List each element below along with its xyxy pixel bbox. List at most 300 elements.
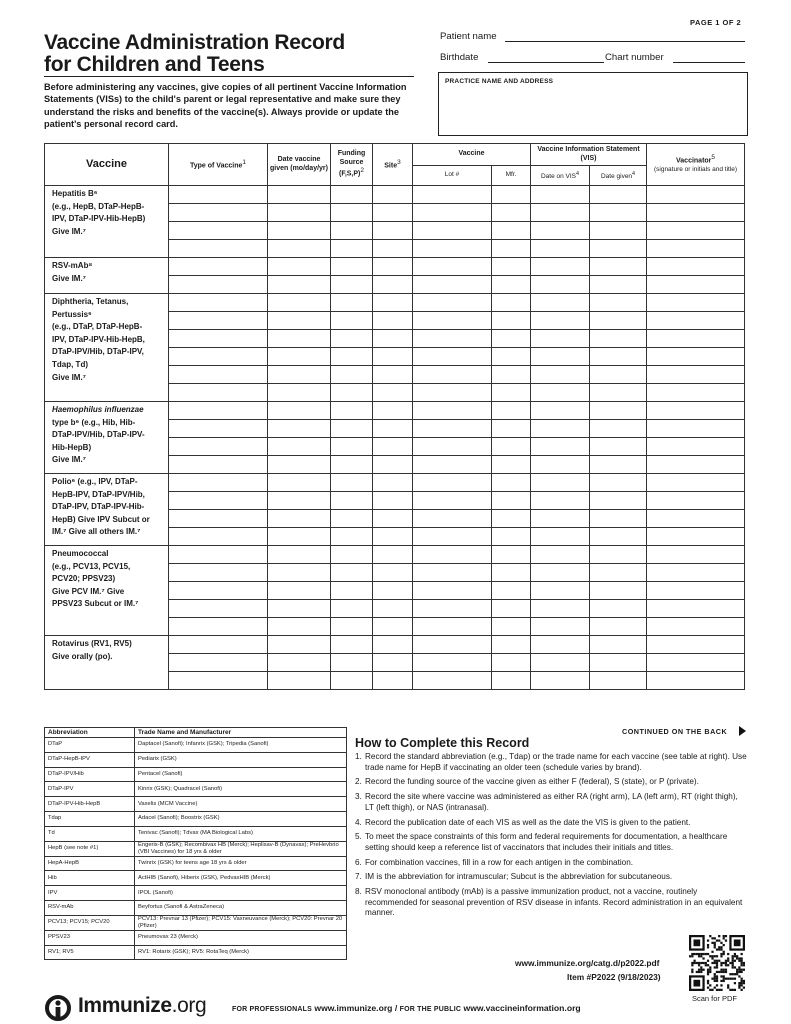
record-entry-cell[interactable] bbox=[413, 546, 492, 564]
record-entry-cell[interactable] bbox=[268, 564, 331, 582]
record-entry-cell[interactable] bbox=[373, 294, 413, 312]
record-entry-cell[interactable] bbox=[492, 276, 531, 294]
record-entry-cell[interactable] bbox=[373, 582, 413, 600]
record-entry-cell[interactable] bbox=[331, 672, 373, 690]
intro-text: Before administering any vaccines, give copies of all pertinent Vaccine Information Statements (VISs) to the child's parent or legal representative and make sure they understand the risks and benefits of the vaccine(s). Always provide or update the patient's personal record card. bbox=[44, 82, 407, 130]
record-entry-cell[interactable] bbox=[331, 618, 373, 636]
record-entry-cell[interactable] bbox=[331, 186, 373, 204]
record-entry-cell[interactable] bbox=[268, 258, 331, 276]
record-entry-cell[interactable] bbox=[531, 402, 590, 420]
record-entry-cell[interactable] bbox=[647, 294, 745, 312]
record-entry-cell[interactable] bbox=[331, 348, 373, 366]
record-entry-cell[interactable] bbox=[531, 330, 590, 348]
record-entry-cell[interactable] bbox=[531, 546, 590, 564]
howto-text: Record the site where vaccine was administered as either RA (right arm), LA (left arm), RT (right thigh), LT (left thigh), or NAS (intranasal). bbox=[365, 792, 738, 812]
practice-name-box[interactable] bbox=[438, 72, 748, 136]
record-entry-cell[interactable] bbox=[413, 420, 492, 438]
record-entry-cell[interactable] bbox=[268, 420, 331, 438]
record-entry-cell[interactable] bbox=[169, 492, 268, 510]
record-entry-cell[interactable] bbox=[590, 420, 647, 438]
abbreviation-cell: HepB (see note #1) bbox=[45, 841, 135, 856]
record-entry-cell[interactable] bbox=[492, 564, 531, 582]
record-entry-cell[interactable] bbox=[531, 492, 590, 510]
record-entry-cell[interactable] bbox=[331, 510, 373, 528]
record-entry-cell[interactable] bbox=[492, 438, 531, 456]
record-entry-cell[interactable] bbox=[373, 366, 413, 384]
record-entry-cell[interactable] bbox=[590, 618, 647, 636]
record-entry-cell[interactable] bbox=[331, 366, 373, 384]
record-entry-cell[interactable] bbox=[531, 474, 590, 492]
title-line-1: Vaccine Administration Record bbox=[44, 31, 345, 54]
record-entry-cell[interactable] bbox=[373, 204, 413, 222]
record-entry-cell[interactable] bbox=[531, 636, 590, 654]
record-entry-cell[interactable] bbox=[590, 258, 647, 276]
record-entry-cell[interactable] bbox=[590, 294, 647, 312]
record-entry-cell[interactable] bbox=[492, 258, 531, 276]
record-entry-cell[interactable] bbox=[268, 240, 331, 258]
record-entry-cell[interactable] bbox=[169, 222, 268, 240]
trade-name-cell: Tenivac (Sanofi); Tdvax (MA Biological Labs) bbox=[135, 826, 347, 841]
record-entry-cell[interactable] bbox=[413, 456, 492, 474]
record-entry-cell[interactable] bbox=[531, 420, 590, 438]
record-entry-cell[interactable] bbox=[331, 438, 373, 456]
record-entry-cell[interactable] bbox=[331, 564, 373, 582]
record-entry-cell[interactable] bbox=[590, 384, 647, 402]
record-entry-cell[interactable] bbox=[590, 636, 647, 654]
record-entry-cell[interactable] bbox=[492, 420, 531, 438]
record-entry-cell[interactable] bbox=[331, 654, 373, 672]
record-entry-cell[interactable] bbox=[169, 420, 268, 438]
howto-number: 3. bbox=[355, 792, 362, 802]
trade-header: Trade Name and Manufacturer bbox=[135, 728, 347, 738]
record-entry-cell[interactable] bbox=[647, 582, 745, 600]
record-entry-cell[interactable] bbox=[492, 312, 531, 330]
record-entry-cell[interactable] bbox=[331, 330, 373, 348]
record-entry-cell[interactable] bbox=[413, 330, 492, 348]
record-entry-cell[interactable] bbox=[413, 240, 492, 258]
record-entry-cell[interactable] bbox=[531, 348, 590, 366]
record-entry-cell[interactable] bbox=[373, 222, 413, 240]
record-entry-cell[interactable] bbox=[169, 600, 268, 618]
abbreviation-cell: DTaP-IPV bbox=[45, 782, 135, 797]
record-entry-cell[interactable] bbox=[373, 186, 413, 204]
abbr-header: Abbreviation bbox=[45, 728, 135, 738]
chart-number-field[interactable] bbox=[673, 52, 745, 63]
record-entry-cell[interactable] bbox=[268, 186, 331, 204]
record-entry-cell[interactable] bbox=[647, 636, 745, 654]
record-entry-cell[interactable] bbox=[492, 654, 531, 672]
public-link[interactable]: www.vaccineinformation.org bbox=[463, 1003, 581, 1013]
record-entry-cell[interactable] bbox=[331, 204, 373, 222]
record-entry-cell[interactable] bbox=[268, 348, 331, 366]
record-entry-cell[interactable] bbox=[169, 510, 268, 528]
record-entry-cell[interactable] bbox=[268, 546, 331, 564]
record-entry-cell[interactable] bbox=[169, 546, 268, 564]
record-entry-cell[interactable] bbox=[169, 654, 268, 672]
record-entry-cell[interactable] bbox=[647, 672, 745, 690]
vaccine-record-table bbox=[44, 143, 745, 690]
record-entry-cell[interactable] bbox=[647, 564, 745, 582]
record-entry-cell[interactable] bbox=[169, 294, 268, 312]
record-entry-cell[interactable] bbox=[331, 528, 373, 546]
record-entry-cell[interactable] bbox=[373, 276, 413, 294]
record-entry-cell[interactable] bbox=[169, 204, 268, 222]
record-entry-cell[interactable] bbox=[647, 528, 745, 546]
record-entry-cell[interactable] bbox=[373, 546, 413, 564]
record-entry-cell[interactable] bbox=[373, 672, 413, 690]
record-entry-cell[interactable] bbox=[169, 456, 268, 474]
vaccine-name-line: Rotavirus (RV1, RV5) bbox=[52, 639, 132, 648]
record-entry-cell[interactable] bbox=[331, 600, 373, 618]
professionals-link[interactable]: www.immunize.org bbox=[314, 1003, 393, 1013]
record-entry-cell[interactable] bbox=[169, 636, 268, 654]
record-entry-cell[interactable] bbox=[531, 456, 590, 474]
record-entry-cell[interactable] bbox=[169, 402, 268, 420]
record-entry-cell[interactable] bbox=[413, 258, 492, 276]
record-entry-cell[interactable] bbox=[413, 276, 492, 294]
record-entry-cell[interactable] bbox=[590, 546, 647, 564]
record-entry-cell[interactable] bbox=[413, 402, 492, 420]
record-entry-cell[interactable] bbox=[492, 294, 531, 312]
record-entry-cell[interactable] bbox=[373, 618, 413, 636]
record-entry-cell[interactable] bbox=[647, 222, 745, 240]
record-entry-cell[interactable] bbox=[413, 510, 492, 528]
header-mfr: Mfr. bbox=[492, 166, 531, 186]
record-entry-cell[interactable] bbox=[373, 420, 413, 438]
record-entry-cell[interactable] bbox=[413, 654, 492, 672]
record-entry-cell[interactable] bbox=[590, 330, 647, 348]
record-entry-cell[interactable] bbox=[268, 654, 331, 672]
record-entry-cell[interactable] bbox=[647, 384, 745, 402]
record-entry-cell[interactable] bbox=[373, 654, 413, 672]
record-entry-cell[interactable] bbox=[492, 474, 531, 492]
arrow-right-icon bbox=[739, 726, 746, 736]
record-entry-cell[interactable] bbox=[531, 600, 590, 618]
record-entry-cell[interactable] bbox=[169, 474, 268, 492]
record-entry-cell[interactable] bbox=[373, 402, 413, 420]
record-entry-cell[interactable] bbox=[413, 600, 492, 618]
record-entry-cell[interactable] bbox=[331, 240, 373, 258]
record-entry-cell[interactable] bbox=[169, 330, 268, 348]
record-entry-cell[interactable] bbox=[590, 438, 647, 456]
record-entry-cell[interactable] bbox=[590, 474, 647, 492]
vaccine-name-line: Give PCV IM.⁷ Give bbox=[52, 586, 125, 596]
record-entry-cell[interactable] bbox=[492, 222, 531, 240]
logo-tld-text: .org bbox=[171, 994, 207, 1017]
record-entry-cell[interactable] bbox=[413, 618, 492, 636]
record-entry-cell[interactable] bbox=[647, 546, 745, 564]
vaccine-name-line: Polio⁶ (e.g., IPV, DTaP- bbox=[52, 477, 138, 486]
record-entry-cell[interactable] bbox=[647, 204, 745, 222]
record-entry-cell[interactable] bbox=[590, 654, 647, 672]
record-entry-cell[interactable] bbox=[413, 528, 492, 546]
record-entry-cell[interactable] bbox=[590, 510, 647, 528]
howto-text: Record the funding source of the vaccine given as either F (federal), S (state), or P (private). bbox=[365, 777, 699, 787]
record-entry-cell[interactable] bbox=[373, 348, 413, 366]
record-entry-cell[interactable] bbox=[492, 186, 531, 204]
record-entry-cell[interactable] bbox=[373, 438, 413, 456]
record-entry-cell[interactable] bbox=[492, 402, 531, 420]
record-entry-cell[interactable] bbox=[492, 672, 531, 690]
record-entry-cell[interactable] bbox=[647, 618, 745, 636]
vaccine-name-cell bbox=[45, 636, 169, 690]
howto-title: How to Complete this Record bbox=[355, 736, 530, 750]
record-entry-cell[interactable] bbox=[373, 474, 413, 492]
record-entry-cell[interactable] bbox=[331, 294, 373, 312]
howto-number: 8. bbox=[355, 887, 362, 897]
record-entry-cell[interactable] bbox=[492, 204, 531, 222]
record-entry-cell[interactable] bbox=[268, 600, 331, 618]
record-entry-cell[interactable] bbox=[590, 240, 647, 258]
record-entry-cell[interactable] bbox=[169, 438, 268, 456]
record-entry-cell[interactable] bbox=[590, 492, 647, 510]
vaccine-name-line: DTaP-IPV/Hib, DTaP-IPV, bbox=[52, 347, 144, 357]
record-entry-cell[interactable] bbox=[268, 402, 331, 420]
record-entry-cell[interactable] bbox=[268, 456, 331, 474]
record-entry-cell[interactable] bbox=[268, 618, 331, 636]
record-entry-cell[interactable] bbox=[647, 654, 745, 672]
record-entry-cell[interactable] bbox=[413, 438, 492, 456]
record-entry-cell[interactable] bbox=[413, 672, 492, 690]
record-entry-cell[interactable] bbox=[531, 222, 590, 240]
record-entry-cell[interactable] bbox=[373, 528, 413, 546]
record-entry-cell[interactable] bbox=[413, 366, 492, 384]
vaccine-name-line: IM.⁷ Give all others IM.⁷ bbox=[52, 527, 141, 537]
record-entry-cell[interactable] bbox=[268, 510, 331, 528]
record-entry-cell[interactable] bbox=[268, 276, 331, 294]
record-entry-cell[interactable] bbox=[590, 222, 647, 240]
record-entry-cell[interactable] bbox=[531, 582, 590, 600]
record-entry-cell[interactable] bbox=[590, 186, 647, 204]
record-entry-cell[interactable] bbox=[647, 258, 745, 276]
record-entry-cell[interactable] bbox=[268, 294, 331, 312]
record-entry-cell[interactable] bbox=[492, 330, 531, 348]
record-entry-cell[interactable] bbox=[647, 366, 745, 384]
vaccine-name-cell bbox=[45, 258, 169, 294]
record-entry-cell[interactable] bbox=[531, 438, 590, 456]
record-entry-cell[interactable] bbox=[331, 222, 373, 240]
record-entry-cell[interactable] bbox=[590, 204, 647, 222]
record-entry-cell[interactable] bbox=[413, 222, 492, 240]
record-entry-cell[interactable] bbox=[373, 636, 413, 654]
record-entry-cell[interactable] bbox=[373, 456, 413, 474]
record-entry-cell[interactable] bbox=[590, 600, 647, 618]
record-entry-cell[interactable] bbox=[492, 528, 531, 546]
record-entry-cell[interactable] bbox=[590, 582, 647, 600]
header-vaccine: Vaccine bbox=[45, 144, 169, 186]
record-entry-cell[interactable] bbox=[331, 582, 373, 600]
pdf-url[interactable]: www.immunize.org/catg.d/p2022.pdf bbox=[515, 958, 660, 968]
record-entry-cell[interactable] bbox=[531, 654, 590, 672]
chart-number-label: Chart number bbox=[605, 52, 664, 63]
record-entry-cell[interactable] bbox=[413, 474, 492, 492]
record-entry-cell[interactable] bbox=[492, 510, 531, 528]
record-entry-cell[interactable] bbox=[331, 312, 373, 330]
record-entry-cell[interactable] bbox=[647, 240, 745, 258]
record-entry-cell[interactable] bbox=[331, 456, 373, 474]
record-entry-cell[interactable] bbox=[268, 672, 331, 690]
record-entry-cell[interactable] bbox=[531, 510, 590, 528]
continued-on-back: CONTINUED ON THE BACK bbox=[622, 727, 728, 736]
record-entry-cell[interactable] bbox=[590, 402, 647, 420]
vaccine-name-line: DTaP-IPV, DTaP-IPV-Hib- bbox=[52, 502, 145, 512]
record-entry-cell[interactable] bbox=[373, 240, 413, 258]
record-entry-cell[interactable] bbox=[647, 312, 745, 330]
record-entry-cell[interactable] bbox=[373, 312, 413, 330]
record-entry-cell[interactable] bbox=[531, 204, 590, 222]
record-entry-cell[interactable] bbox=[331, 258, 373, 276]
record-entry-cell[interactable] bbox=[169, 582, 268, 600]
record-entry-cell[interactable] bbox=[331, 636, 373, 654]
record-entry-cell[interactable] bbox=[169, 366, 268, 384]
record-entry-cell[interactable] bbox=[268, 366, 331, 384]
patient-name-field[interactable] bbox=[505, 31, 745, 42]
vaccine-name-line: (e.g., DTaP, DTaP-HepB- bbox=[52, 322, 143, 332]
record-entry-cell[interactable] bbox=[169, 186, 268, 204]
record-entry-cell[interactable] bbox=[331, 402, 373, 420]
record-entry-cell[interactable] bbox=[268, 438, 331, 456]
record-entry-cell[interactable] bbox=[373, 330, 413, 348]
record-entry-cell[interactable] bbox=[647, 402, 745, 420]
record-entry-cell[interactable] bbox=[590, 312, 647, 330]
record-entry-cell[interactable] bbox=[268, 330, 331, 348]
record-entry-cell[interactable] bbox=[531, 384, 590, 402]
record-entry-cell[interactable] bbox=[492, 240, 531, 258]
record-entry-cell[interactable] bbox=[169, 258, 268, 276]
record-entry-cell[interactable] bbox=[331, 492, 373, 510]
record-entry-cell[interactable] bbox=[531, 618, 590, 636]
record-entry-cell[interactable] bbox=[531, 186, 590, 204]
record-entry-cell[interactable] bbox=[413, 294, 492, 312]
record-entry-cell[interactable] bbox=[413, 564, 492, 582]
record-entry-cell[interactable] bbox=[492, 348, 531, 366]
record-entry-cell[interactable] bbox=[373, 564, 413, 582]
birthdate-field[interactable] bbox=[488, 52, 604, 63]
trade-name-cell: Pentacel (Sanofi) bbox=[135, 767, 347, 782]
record-entry-cell[interactable] bbox=[531, 366, 590, 384]
record-entry-cell[interactable] bbox=[531, 672, 590, 690]
record-entry-cell[interactable] bbox=[331, 276, 373, 294]
record-entry-cell[interactable] bbox=[492, 456, 531, 474]
record-entry-cell[interactable] bbox=[590, 672, 647, 690]
record-entry-cell[interactable] bbox=[169, 618, 268, 636]
record-entry-cell[interactable] bbox=[413, 384, 492, 402]
record-entry-cell[interactable] bbox=[531, 312, 590, 330]
record-entry-cell[interactable] bbox=[590, 528, 647, 546]
record-entry-cell[interactable] bbox=[413, 582, 492, 600]
record-entry-cell[interactable] bbox=[647, 492, 745, 510]
record-entry-cell[interactable] bbox=[647, 330, 745, 348]
record-entry-cell[interactable] bbox=[492, 366, 531, 384]
record-entry-cell[interactable] bbox=[268, 204, 331, 222]
record-entry-cell[interactable] bbox=[373, 492, 413, 510]
record-entry-cell[interactable] bbox=[492, 492, 531, 510]
record-entry-cell[interactable] bbox=[647, 510, 745, 528]
record-entry-cell[interactable] bbox=[531, 564, 590, 582]
record-entry-cell[interactable] bbox=[492, 582, 531, 600]
howto-number: 1. bbox=[355, 752, 362, 761]
vaccine-name-line: Give IM.⁷ bbox=[52, 226, 86, 236]
howto-item bbox=[355, 832, 747, 853]
record-entry-cell[interactable] bbox=[331, 546, 373, 564]
record-entry-cell[interactable] bbox=[169, 348, 268, 366]
record-entry-cell[interactable] bbox=[492, 600, 531, 618]
record-entry-cell[interactable] bbox=[413, 636, 492, 654]
record-entry-cell[interactable] bbox=[531, 276, 590, 294]
record-entry-cell[interactable] bbox=[268, 582, 331, 600]
record-entry-cell[interactable] bbox=[413, 492, 492, 510]
record-entry-cell[interactable] bbox=[169, 528, 268, 546]
record-entry-cell[interactable] bbox=[492, 636, 531, 654]
record-entry-cell[interactable] bbox=[647, 420, 745, 438]
record-entry-cell[interactable] bbox=[647, 276, 745, 294]
record-entry-cell[interactable] bbox=[647, 186, 745, 204]
record-entry-cell[interactable] bbox=[331, 384, 373, 402]
record-entry-cell[interactable] bbox=[373, 384, 413, 402]
record-entry-cell[interactable] bbox=[268, 384, 331, 402]
record-entry-cell[interactable] bbox=[590, 348, 647, 366]
record-entry-cell[interactable] bbox=[531, 294, 590, 312]
record-entry-cell[interactable] bbox=[331, 420, 373, 438]
record-entry-cell[interactable] bbox=[268, 528, 331, 546]
record-entry-cell[interactable] bbox=[590, 456, 647, 474]
record-entry-cell[interactable] bbox=[531, 258, 590, 276]
record-entry-cell[interactable] bbox=[647, 456, 745, 474]
record-entry-cell[interactable] bbox=[331, 474, 373, 492]
record-entry-cell[interactable] bbox=[169, 276, 268, 294]
record-entry-cell[interactable] bbox=[373, 258, 413, 276]
record-entry-cell[interactable] bbox=[169, 672, 268, 690]
header-site: Site$^3$ bbox=[373, 144, 413, 186]
header-type-of-vaccine: Type of Vaccine$^1$ bbox=[169, 144, 268, 186]
record-entry-cell[interactable] bbox=[169, 564, 268, 582]
record-entry-cell[interactable] bbox=[373, 600, 413, 618]
record-entry-cell[interactable] bbox=[647, 600, 745, 618]
record-entry-cell[interactable] bbox=[531, 528, 590, 546]
record-entry-cell[interactable] bbox=[413, 348, 492, 366]
abbreviation-row bbox=[45, 841, 347, 856]
record-entry-cell[interactable] bbox=[268, 492, 331, 510]
record-entry-cell[interactable] bbox=[169, 312, 268, 330]
record-entry-cell[interactable] bbox=[268, 222, 331, 240]
abbreviation-row bbox=[45, 871, 347, 886]
record-entry-cell[interactable] bbox=[268, 312, 331, 330]
record-entry-cell[interactable] bbox=[531, 240, 590, 258]
abbreviation-cell: DTaP-IPV/Hib bbox=[45, 767, 135, 782]
abbreviation-cell: RSV-mAb bbox=[45, 900, 135, 915]
record-entry-cell[interactable] bbox=[373, 510, 413, 528]
record-entry-cell[interactable] bbox=[590, 366, 647, 384]
header-vis-date: Date on VIS$^4$ bbox=[531, 166, 590, 186]
vaccine-name-line: HepB) Give IPV Subcut or bbox=[52, 514, 150, 524]
abbreviation-row bbox=[45, 767, 347, 782]
record-entry-cell[interactable] bbox=[413, 312, 492, 330]
record-entry-cell[interactable] bbox=[413, 204, 492, 222]
record-entry-cell[interactable] bbox=[590, 276, 647, 294]
record-entry-cell[interactable] bbox=[647, 474, 745, 492]
record-entry-cell[interactable] bbox=[647, 348, 745, 366]
record-entry-cell[interactable] bbox=[590, 564, 647, 582]
record-entry-cell[interactable] bbox=[169, 384, 268, 402]
record-entry-cell[interactable] bbox=[647, 438, 745, 456]
record-entry-cell[interactable] bbox=[268, 474, 331, 492]
record-entry-cell[interactable] bbox=[492, 618, 531, 636]
record-entry-cell[interactable] bbox=[169, 240, 268, 258]
record-entry-cell[interactable] bbox=[413, 186, 492, 204]
record-entry-cell[interactable] bbox=[492, 546, 531, 564]
record-entry-cell[interactable] bbox=[492, 384, 531, 402]
record-entry-cell[interactable] bbox=[268, 636, 331, 654]
